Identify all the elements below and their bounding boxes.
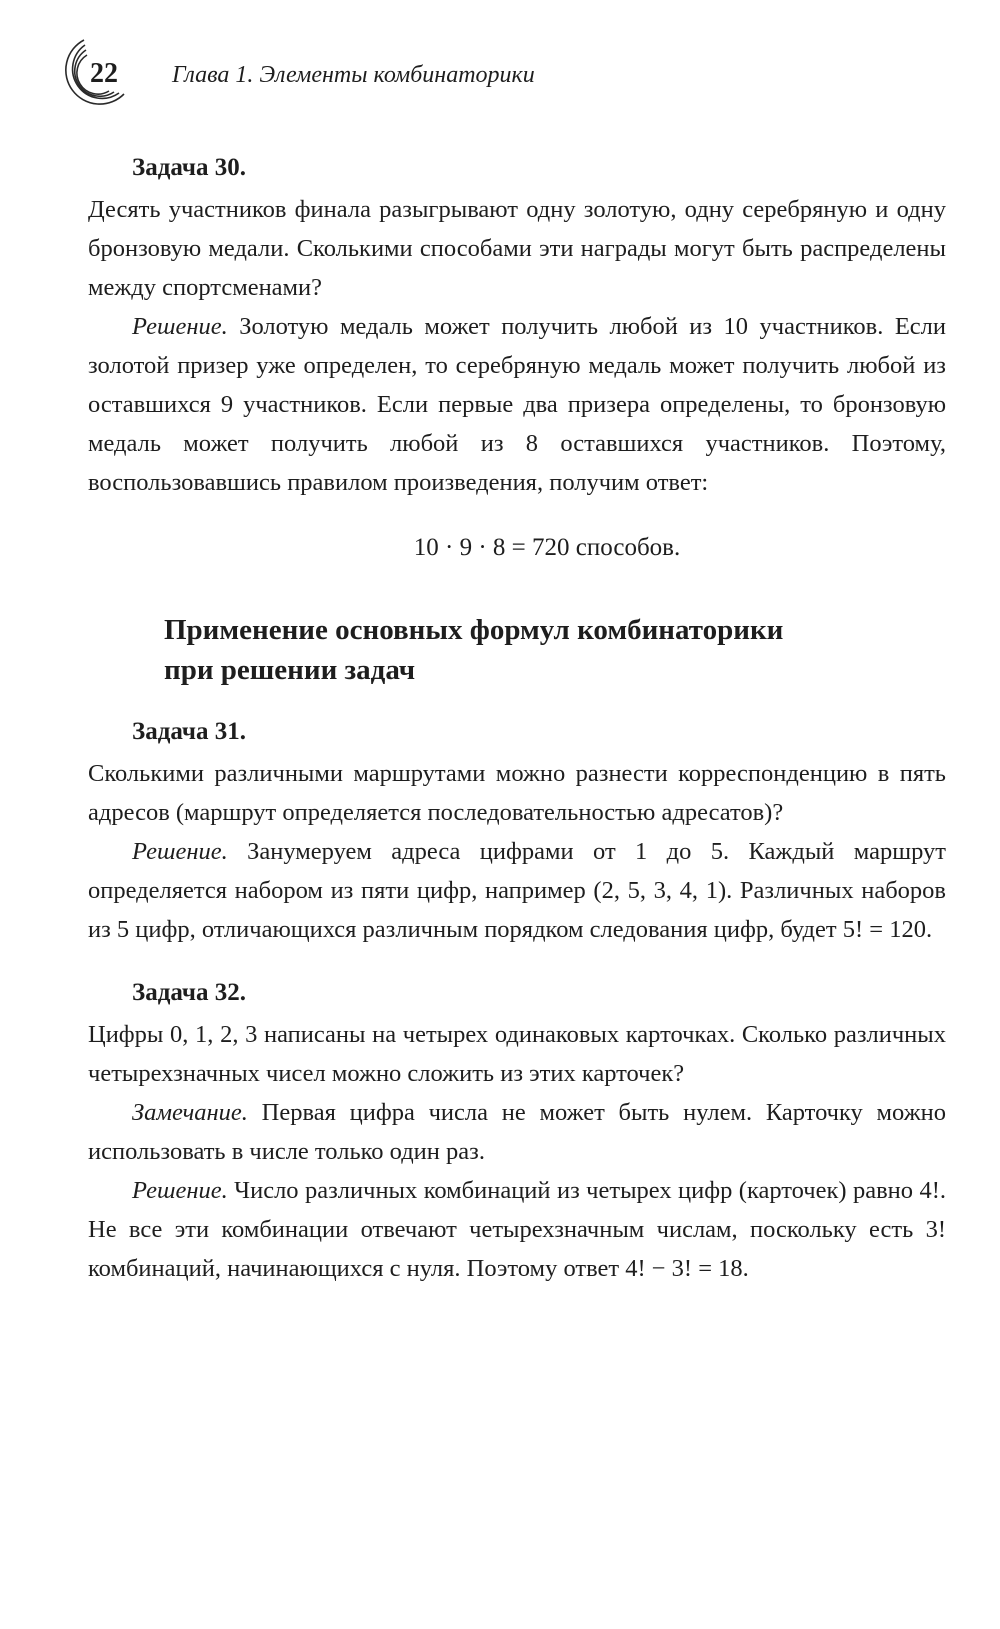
solution-label: Решение. [132,313,228,340]
solution-text: Число различных комбинаций из четырех цифр (карточек) равно 4!. Не все эти комбинации отвечают четырехзначным числам, поскольку есть 3! комбинаций, начинающихся с нуля. Поэтому ответ 4! − 3! = 18. [88,1177,946,1282]
task-31-title: Задача 31. [132,718,246,745]
task-30-title: Задача 30. [132,154,246,181]
remark-text: Первая цифра числа не может быть нулем. Карточку можно использовать в числе только один раз. [88,1099,946,1165]
section-heading-line-2: при решении задач [164,654,416,686]
spacer [88,949,946,975]
page-content [88,150,946,1288]
task-32-title: Задача 32. [132,979,246,1006]
solution-text: Занумеруем адреса цифрами от 1 до 5. Каждый маршрут определяется набором из пяти цифр, например (2, 5, 3, 4, 1). Различных наборов из 5 цифр, отличающихся различным порядком следования цифр, будет 5! = 120. [88,838,946,943]
remark-label: Замечание. [132,1099,248,1126]
task-30-statement: Десять участников финала разыгрывают одну золотую, одну серебряную и одну бронзовую медали. Сколькими способами эти награды могут быть распределены между спортсменами? [88,196,946,301]
task-32-solution [88,1171,946,1288]
solution-label: Решение. [132,1177,228,1204]
task-31-statement: Сколькими различными маршрутами можно разнести корреспонденцию в пять адресов (маршрут определяется последовательностью адресатов)? [88,760,946,826]
task-30-solution [88,307,946,502]
section-heading [164,610,946,690]
task-32-remark [88,1093,946,1171]
page-number: 22 [90,58,118,89]
page-header [50,36,950,116]
task-30-formula: 10 · 9 · 8 = 720 способов. [413,534,681,561]
task-31-solution [88,832,946,949]
solution-text: Золотую медаль может получить любой из 10 участников. Если золотой призер уже определен, то серебряную медаль может получить любой из оставшихся 9 участников. Если первые два призера определены, то бронзовую медаль может получить любой из 8 оставшихся участников. Поэтому, воспользовавшись правилом произведения, получим ответ: [88,313,946,496]
running-head: Глава 1. Элементы комбинаторики [172,62,535,88]
section-heading-line-1: Применение основных формул комбинаторики [164,614,784,646]
solution-label: Решение. [132,838,228,865]
task-32-statement: Цифры 0, 1, 2, 3 написаны на четырех одинаковых карточках. Сколько различных четырехзначных чисел можно сложить из этих карточек? [88,1021,946,1087]
